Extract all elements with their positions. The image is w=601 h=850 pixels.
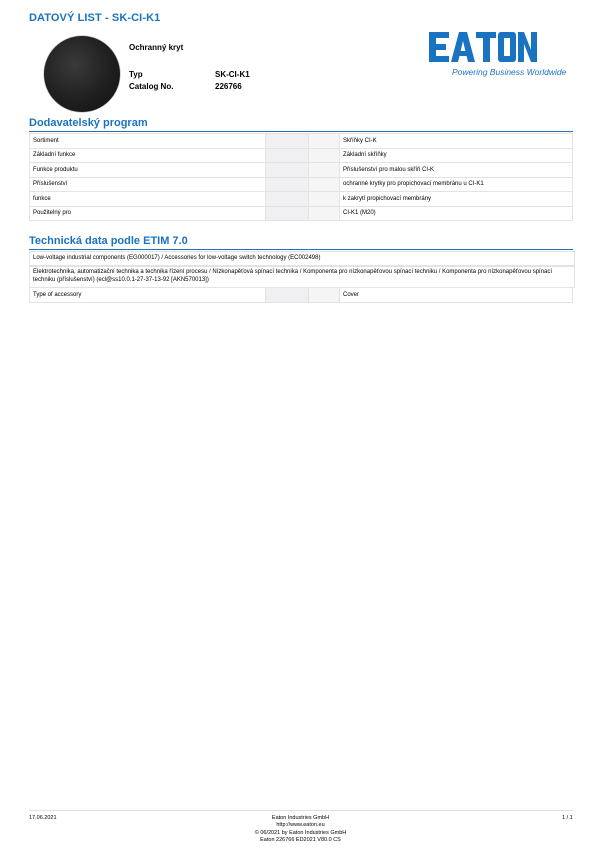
footer-divider: [29, 810, 573, 811]
row-label: Funkce produktu: [30, 163, 266, 178]
footer-copyright: © 06/2021 by Eaton Industries GmbH: [254, 829, 347, 836]
etim-table: [29, 287, 573, 303]
etim-divider: [29, 249, 573, 250]
row-value: CI-K1 (M20): [340, 206, 573, 221]
row-label: Příslušenství: [30, 177, 266, 192]
row-label: Sortiment: [30, 134, 266, 149]
footer-url: http://www.eaton.eu: [276, 822, 325, 829]
row-value: Základní skříňky: [340, 148, 573, 163]
etim-class-line: Low-voltage industrial components (EG000017) / Accessories for low-voltage switch technology (EC002498): [29, 251, 575, 267]
page-title: DATOVÝ LIST - SK-CI-K1: [29, 12, 161, 24]
eaton-logo-mark: [429, 32, 537, 62]
footer-date: 17.06.2021: [29, 815, 57, 821]
table-row: [30, 206, 573, 221]
table-row: [30, 148, 573, 163]
typ-value: SK-CI-K1: [215, 70, 250, 79]
footer-company: Eaton Industries GmbH: [271, 815, 330, 821]
supplier-table: [29, 133, 573, 221]
footer-center: [0, 815, 601, 845]
catalog-label: Catalog No.: [129, 82, 174, 91]
etim-heading: Technická data podle ETIM 7.0: [29, 235, 188, 247]
catalog-value: 226766: [215, 82, 242, 91]
table-row: [30, 288, 573, 303]
row-value: Cover: [340, 288, 573, 303]
footer-doc-ref: Eaton 226766 ED2021 V80.0 CS: [260, 837, 341, 844]
product-name: Ochranný kryt: [129, 43, 184, 52]
row-label: Type of accessory: [30, 288, 266, 303]
row-value: ochranné krytky pro propichovací membránu u CI-K1: [340, 177, 573, 192]
table-row: [30, 192, 573, 207]
row-value: Příslušenství pro malou skříň CI-K: [340, 163, 573, 178]
row-label: funkce: [30, 192, 266, 207]
table-row: [30, 163, 573, 178]
row-value: Skříňky CI-K: [340, 134, 573, 149]
product-image: [44, 36, 120, 112]
footer-page: 1 / 1: [562, 815, 573, 821]
typ-label: Typ: [129, 70, 143, 79]
row-value: k zakrytí propichovací membrány: [340, 192, 573, 207]
row-label: Použitelný pro: [30, 206, 266, 221]
table-row: [30, 134, 573, 149]
brand-tagline: Powering Business Worldwide: [452, 67, 567, 77]
table-row: [30, 177, 573, 192]
supplier-divider: [29, 131, 573, 132]
row-label: Základní funkce: [30, 148, 266, 163]
supplier-heading: Dodavatelský program: [29, 117, 148, 129]
etim-path-line: Elektrotechnika, automatizační technika a technika řízení procesu / Nízkonapěťová spínací technika / Komponenta pro nízkonapěťovou spínací techniku / Komponenta pro nízkonapěťovou spínací techniku (příslušenství) (ecl@ss10.0.1-27-37-13-92 [AKN570013]): [29, 265, 575, 288]
